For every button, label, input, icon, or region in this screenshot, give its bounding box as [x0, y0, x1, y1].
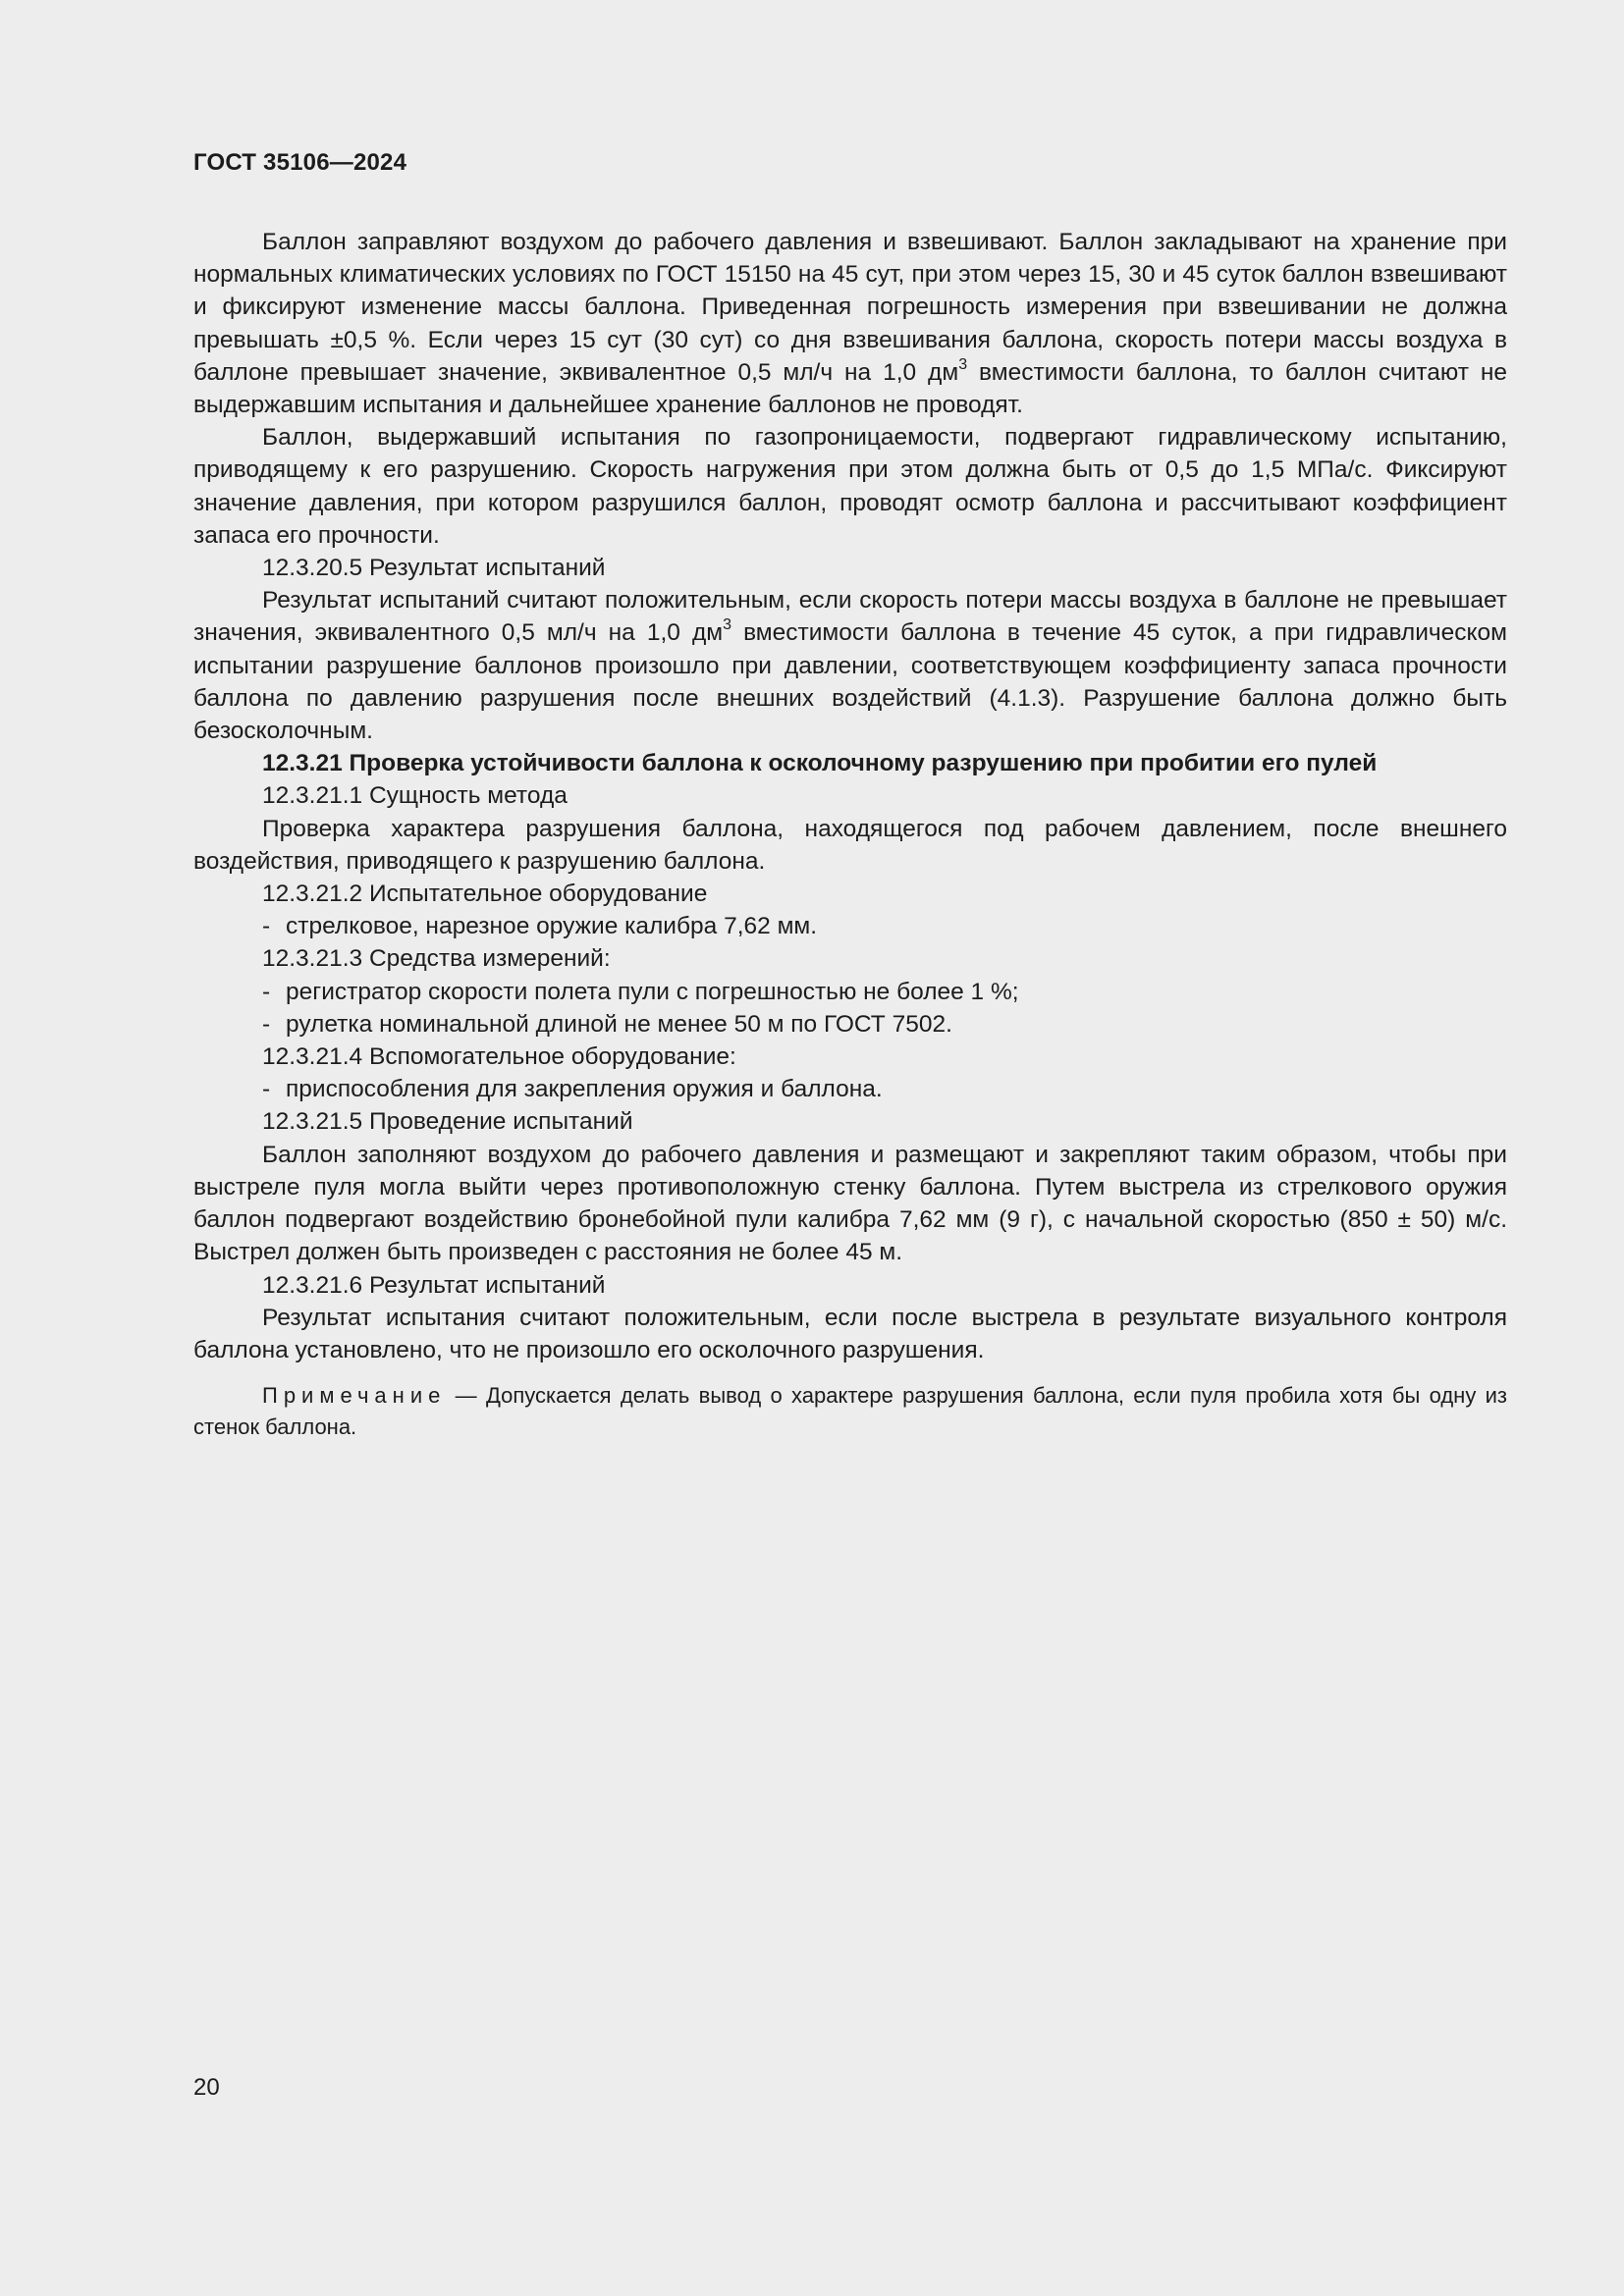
section-heading-12-3-20-5: 12.3.20.5 Результат испытаний: [262, 555, 606, 582]
list-item: [193, 910, 1507, 942]
list-item: [193, 1073, 1507, 1105]
paragraph-test-procedure: Баллон заполняют воздухом до рабочего давления и размещают и закрепляют таким образом, чтобы при выстреле пуля могла выйти через противоположную стенку баллона. Путем выстрела из стрелкового оружия баллон подвергают воздействию бронебойной пули калибра 7,62 мм (9 г), с начальной скоростью (850 ± 50) м/с. Выстрел должен быть произведен с расстояния не более 45 м.: [193, 1141, 1507, 1266]
paragraph-test-result: [193, 584, 1507, 747]
section-heading-12-3-21-2: 12.3.21.2 Испытательное оборудование: [262, 881, 708, 908]
list-item-text: приспособления для закрепления оружия и баллона.: [286, 1076, 883, 1103]
section-heading-12-3-21: 12.3.21 Проверка устойчивости баллона к осколочному разрушению при пробитии его пулей: [262, 750, 1378, 777]
list-item: [193, 1008, 1507, 1041]
superscript: 3: [958, 355, 968, 373]
list-item-text: рулетка номинальной длиной не менее 50 м по ГОСТ 7502.: [286, 1010, 952, 1038]
section-heading-12-3-21-5: 12.3.21.5 Проведение испытаний: [262, 1108, 633, 1136]
superscript: 3: [723, 616, 732, 634]
section-heading-12-3-21-6: 12.3.21.6 Результат испытаний: [262, 1271, 606, 1299]
document-body: [193, 226, 1507, 1443]
paragraph-final-result: Результат испытания считают положительным, если после выстрела в результате визуального контроля баллона установлено, что не произошло его осколочного разрушения.: [193, 1304, 1507, 1363]
section-heading-12-3-21-3: 12.3.21.3 Средства измерений:: [262, 945, 611, 973]
dash-marker: -: [262, 1010, 271, 1038]
section-heading-12-3-21-4: 12.3.21.4 Вспомогательное оборудование:: [262, 1043, 736, 1071]
paragraph-text: вместимости баллона, то баллон считают не выдержавшим испытания и дальнейшее хранение баллонов не проводят.: [193, 358, 1507, 419]
section-heading-12-3-21-1: 12.3.21.1 Сущность метода: [262, 782, 568, 810]
note: [193, 1380, 1507, 1443]
page-number: 20: [193, 2074, 220, 2101]
paragraph-hydraulic-test: Баллон, выдержавший испытания по газопроницаемости, подвергают гидравлическому испытанию, приводящему к его разрушению. Скорость нагружения при этом должна быть от 0,5 до 1,5 МПа/с. Фиксируют значение давления, при котором разрушился баллон, проводят осмотр баллона и рассчитывают коэффициент запаса его прочности.: [193, 424, 1507, 549]
note-text: — Допускается делать вывод о характере разрушения баллона, если пуля пробила хотя бы одну из стенок баллона.: [193, 1383, 1507, 1440]
dash-marker: -: [262, 913, 271, 940]
list-item-text: регистратор скорости полета пули с погрешностью не более 1 %;: [286, 978, 1019, 1005]
list-item-text: стрелковое, нарезное оружие калибра 7,62 мм.: [286, 913, 818, 940]
paragraph-text: вместимости баллона в течение 45 суток, а при гидравлическом испытании разрушение баллонов произошло при давлении, соответствующем коэффициенту запаса прочности баллона по давлению разрушения после внешних воздействий (4.1.3). Разрушение баллона должно быть безосколочным.: [193, 619, 1507, 745]
list-item: [193, 976, 1507, 1008]
paragraph-method-essence: Проверка характера разрушения баллона, находящегося под рабочем давлением, после внешнего воздействия, приводящего к разрушению баллона.: [193, 815, 1507, 875]
dash-marker: -: [262, 978, 271, 1005]
paragraph-storage-test: [193, 226, 1507, 421]
note-label: Примечание: [262, 1383, 447, 1409]
document-header: ГОСТ 35106—2024: [193, 149, 407, 176]
paragraph-text: Баллон заправляют воздухом до рабочего давления и взвешивают. Баллон закладывают на хранение при нормальных климатических условиях по ГОСТ 15150 на 45 сут, при этом через 15, 30 и 45 суток баллон взвешивают и фиксируют изменение массы баллона. Приведенная погрешность измерения при взвешивании не должна превышать ±0,5 %. Если через 15 сут (30 сут) со дня взвешивания баллона, скорость потери массы воздуха в баллоне превышает значение, эквивалентное 0,5 мл/ч на 1,0 дм: [193, 229, 1507, 386]
paragraph-text: Результат испытаний считают положительным, если скорость потери массы воздуха в баллоне не превышает значения, эквивалентного 0,5 мл/ч на 1,0 дм: [193, 587, 1507, 647]
dash-marker: -: [262, 1076, 271, 1103]
